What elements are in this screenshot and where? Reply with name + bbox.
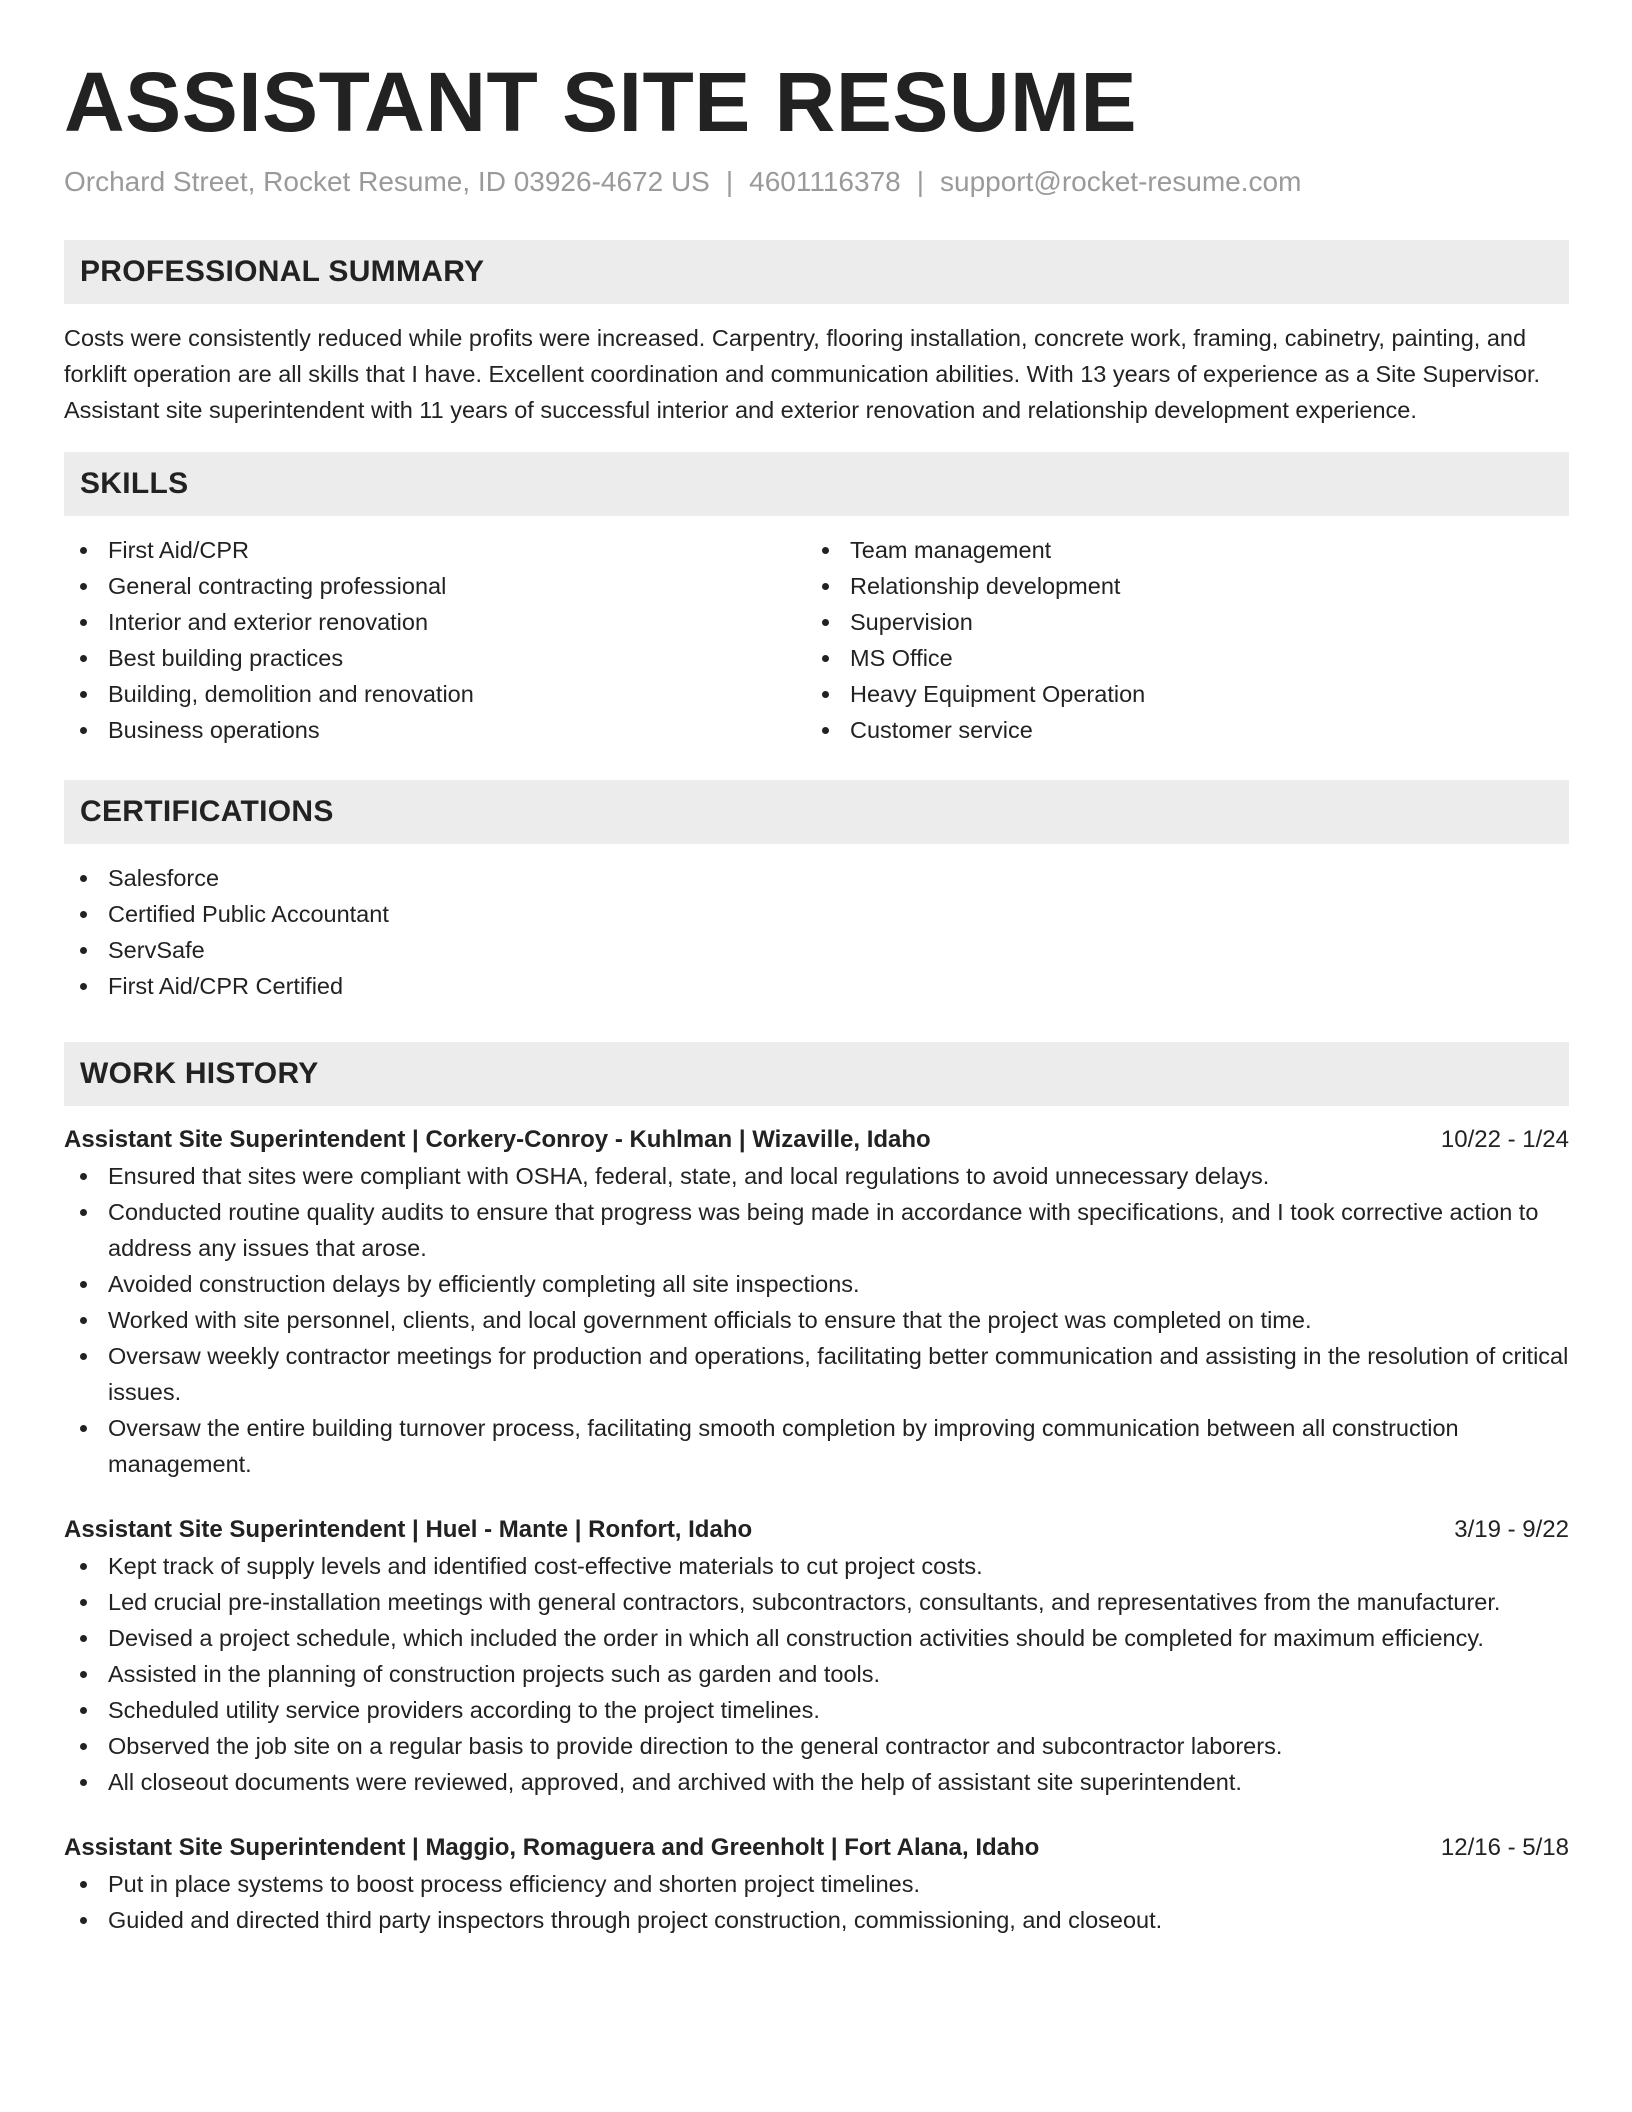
skills-column-right: [806, 532, 1548, 748]
summary-section: [64, 240, 1569, 428]
certifications-section: [64, 780, 1569, 1004]
job-bullet: Oversaw the entire building turnover process, facilitating smooth completion by improving communication between all construction management.: [64, 1410, 1569, 1482]
contact-separator: |: [916, 166, 924, 197]
job-entry: [64, 1122, 1569, 1482]
job-dates: 10/22 - 1/24: [1440, 1126, 1569, 1153]
job-header: [64, 1512, 1569, 1548]
job-bullet: Scheduled utility service providers according to the project timelines.: [64, 1692, 1569, 1728]
contact-address: Orchard Street, Rocket Resume, ID 03926-4672 US: [64, 166, 710, 197]
job-dates: 3/19 - 9/22: [1454, 1516, 1569, 1543]
job-bullet: Put in place systems to boost process efficiency and shorten project timelines.: [64, 1866, 1569, 1902]
certification-item: ServSafe: [64, 932, 1569, 968]
job-bullet: Avoided construction delays by efficiently completing all site inspections.: [64, 1266, 1569, 1302]
job-bullet: All closeout documents were reviewed, approved, and archived with the help of assistant site superintendent.: [64, 1764, 1569, 1800]
job-header: [64, 1122, 1569, 1158]
resume-name: ASSISTANT SITE RESUME: [64, 55, 1138, 149]
job-title: Assistant Site Superintendent | Huel - Mante | Ronfort, Idaho: [64, 1516, 753, 1543]
certification-item: Salesforce: [64, 860, 1569, 896]
job-title: Assistant Site Superintendent | Maggio, Romaguera and Greenholt | Fort Alana, Idaho: [64, 1834, 1040, 1861]
skills-list-right: [806, 532, 1548, 748]
job-bullet: Ensured that sites were compliant with OSHA, federal, state, and local regulations to avoid unnecessary delays.: [64, 1158, 1569, 1194]
contact-separator: |: [725, 166, 734, 197]
contact-phone: 4601116378: [749, 166, 901, 197]
skill-item: MS Office: [806, 640, 1548, 676]
skill-item: Relationship development: [806, 568, 1548, 604]
contact-email: support@rocket-resume.com: [940, 166, 1302, 197]
job-bullet: Devised a project schedule, which included the order in which all construction activities should be completed for maximum efficiency.: [64, 1620, 1569, 1656]
job-dates: 12/16 - 5/18: [1440, 1834, 1569, 1861]
job-bullet: Kept track of supply levels and identified cost-effective materials to cut project costs.: [64, 1548, 1569, 1584]
job-entry: [64, 1830, 1569, 1938]
skill-item: Building, demolition and renovation: [64, 676, 806, 712]
job-bullet: Worked with site personnel, clients, and local government officials to ensure that the project was completed on time.: [64, 1302, 1569, 1338]
skill-item: Supervision: [806, 604, 1548, 640]
skills-column-left: [64, 532, 806, 748]
skills-section: [64, 452, 1569, 748]
summary-heading: PROFESSIONAL SUMMARY: [64, 240, 1569, 304]
work-history-heading: WORK HISTORY: [64, 1042, 1569, 1106]
skill-item: Best building practices: [64, 640, 806, 676]
skills-grid: [64, 532, 1569, 748]
job-bullets: [64, 1866, 1569, 1938]
certification-item: First Aid/CPR Certified: [64, 968, 1569, 1004]
contact-line: [64, 162, 1569, 202]
job-bullet: Assisted in the planning of construction projects such as garden and tools.: [64, 1656, 1569, 1692]
skill-item: General contracting professional: [64, 568, 806, 604]
certifications-heading: CERTIFICATIONS: [64, 780, 1569, 844]
job-bullets: [64, 1158, 1569, 1482]
job-bullet: Conducted routine quality audits to ensure that progress was being made in accordance with specifications, and I took corrective action to address any issues that arose.: [64, 1194, 1569, 1266]
skills-list-left: [64, 532, 806, 748]
certification-item: Certified Public Accountant: [64, 896, 1569, 932]
job-header: [64, 1830, 1569, 1866]
job-bullets: [64, 1548, 1569, 1800]
skill-item: Customer service: [806, 712, 1548, 748]
skill-item: Business operations: [64, 712, 806, 748]
skills-heading: SKILLS: [64, 452, 1569, 516]
resume-page: [64, 52, 1569, 1938]
certifications-list: [64, 860, 1569, 1004]
job-bullet: Observed the job site on a regular basis to provide direction to the general contractor and subcontractor laborers.: [64, 1728, 1569, 1764]
skill-item: First Aid/CPR: [64, 532, 806, 568]
skill-item: Heavy Equipment Operation: [806, 676, 1548, 712]
job-bullet: Led crucial pre-installation meetings with general contractors, subcontractors, consultants, and representatives from the manufacturer.: [64, 1584, 1569, 1620]
work-history-section: [64, 1042, 1569, 1938]
summary-text: Costs were consistently reduced while profits were increased. Carpentry, flooring installation, concrete work, framing, cabinetry, painting, and forklift operation are all skills that I have. Excellent coordination and communication abilities. With 13 years of experience as a Site Supervisor. Assistant site superintendent with 11 years of successful interior and exterior renovation and relationship development experience.: [64, 325, 1541, 423]
skill-item: Interior and exterior renovation: [64, 604, 806, 640]
job-bullet: Oversaw weekly contractor meetings for production and operations, facilitating better communication and assisting in the resolution of critical issues.: [64, 1338, 1569, 1410]
job-title: Assistant Site Superintendent | Corkery-Conroy - Kuhlman | Wizaville, Idaho: [64, 1126, 931, 1153]
job-entry: [64, 1512, 1569, 1800]
skill-item: Team management: [806, 532, 1548, 568]
job-bullet: Guided and directed third party inspectors through project construction, commissioning, and closeout.: [64, 1902, 1569, 1938]
